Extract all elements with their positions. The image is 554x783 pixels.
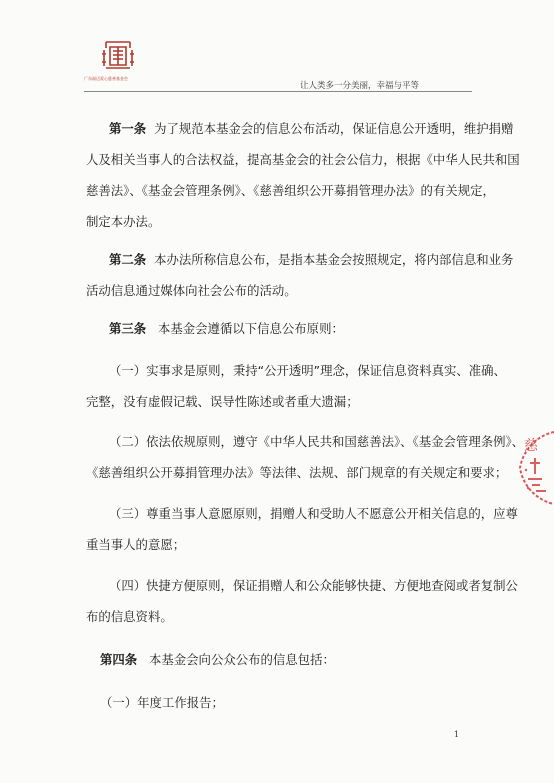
article-2-line-1: 第二条 本办法所称信息公布，是指本基金会按照规定，将内部信息和业务 [109, 252, 514, 267]
article-1-heading: 第一条 [109, 121, 147, 136]
header-divider [84, 91, 472, 92]
red-seal-stamp-icon [506, 428, 554, 508]
article-1-line-2: 人及相关当事人的合法权益，提高基金会的社会公信力，根据《中华人民共和国 [86, 152, 520, 167]
article-4-heading: 第四条 [100, 652, 138, 667]
header-slogan: 让人类多一分美丽，幸福与平等 [300, 81, 420, 91]
charity-seal-logo-icon [100, 38, 136, 72]
principle-3-line-1: （三）尊重当事人意愿原则，捐赠人和受助人不愿意公开相关信息的，应尊 [109, 506, 518, 521]
disclosure-item-1: （一）年度工作报告； [100, 695, 224, 710]
principle-1-line-1: （一）实事求是原则，秉持“公开透明”理念，保证信息资料真实、准确、 [109, 363, 506, 378]
article-3-line-1: 第三条 本基金会遵循以下信息公布原则： [109, 321, 344, 336]
principle-4-line-1: （四）快捷方便原则，保证捐赠人和公众能够快捷、方便地查阅或者复制公 [109, 578, 518, 593]
article-4-line-1: 第四条 本基金会向公众公布的信息包括： [100, 652, 335, 667]
principle-4-line-2: 布的信息资料。 [86, 609, 173, 624]
article-1-line-4: 制定本办法。 [86, 214, 161, 229]
article-2-line-2: 活动信息通过媒体向社会公布的活动。 [86, 283, 297, 298]
principle-3-line-2: 重当事人的意愿； [86, 537, 186, 552]
article-1-line-1: 第一条 为了规范本基金会的信息公布活动，保证信息公开透明，维护捐赠 [109, 121, 514, 136]
article-1-line-3: 慈善法》、《基金会管理条例》、《慈善组织公开募捐管理办法》的有关规定， [86, 183, 495, 198]
article-2-heading: 第二条 [109, 252, 147, 267]
principle-1-line-2: 完整，没有虚假记载、误导性陈述或者重大遗漏； [86, 394, 359, 409]
organization-name: 广东福迈爱心慈善基金会 [84, 76, 128, 81]
page-number: 1 [454, 730, 460, 739]
article-3-heading: 第三条 [109, 321, 147, 336]
principle-2-line-1: （二）依法依规原则，遵守《中华人民共和国慈善法》、《基金会管理条例》、 [109, 434, 525, 449]
principle-2-line-2: 《慈善组织公开募捐管理办法》等法律、法规、部门规章的有关规定和要求； [86, 465, 508, 480]
stamp-character: 慈 [524, 438, 538, 454]
